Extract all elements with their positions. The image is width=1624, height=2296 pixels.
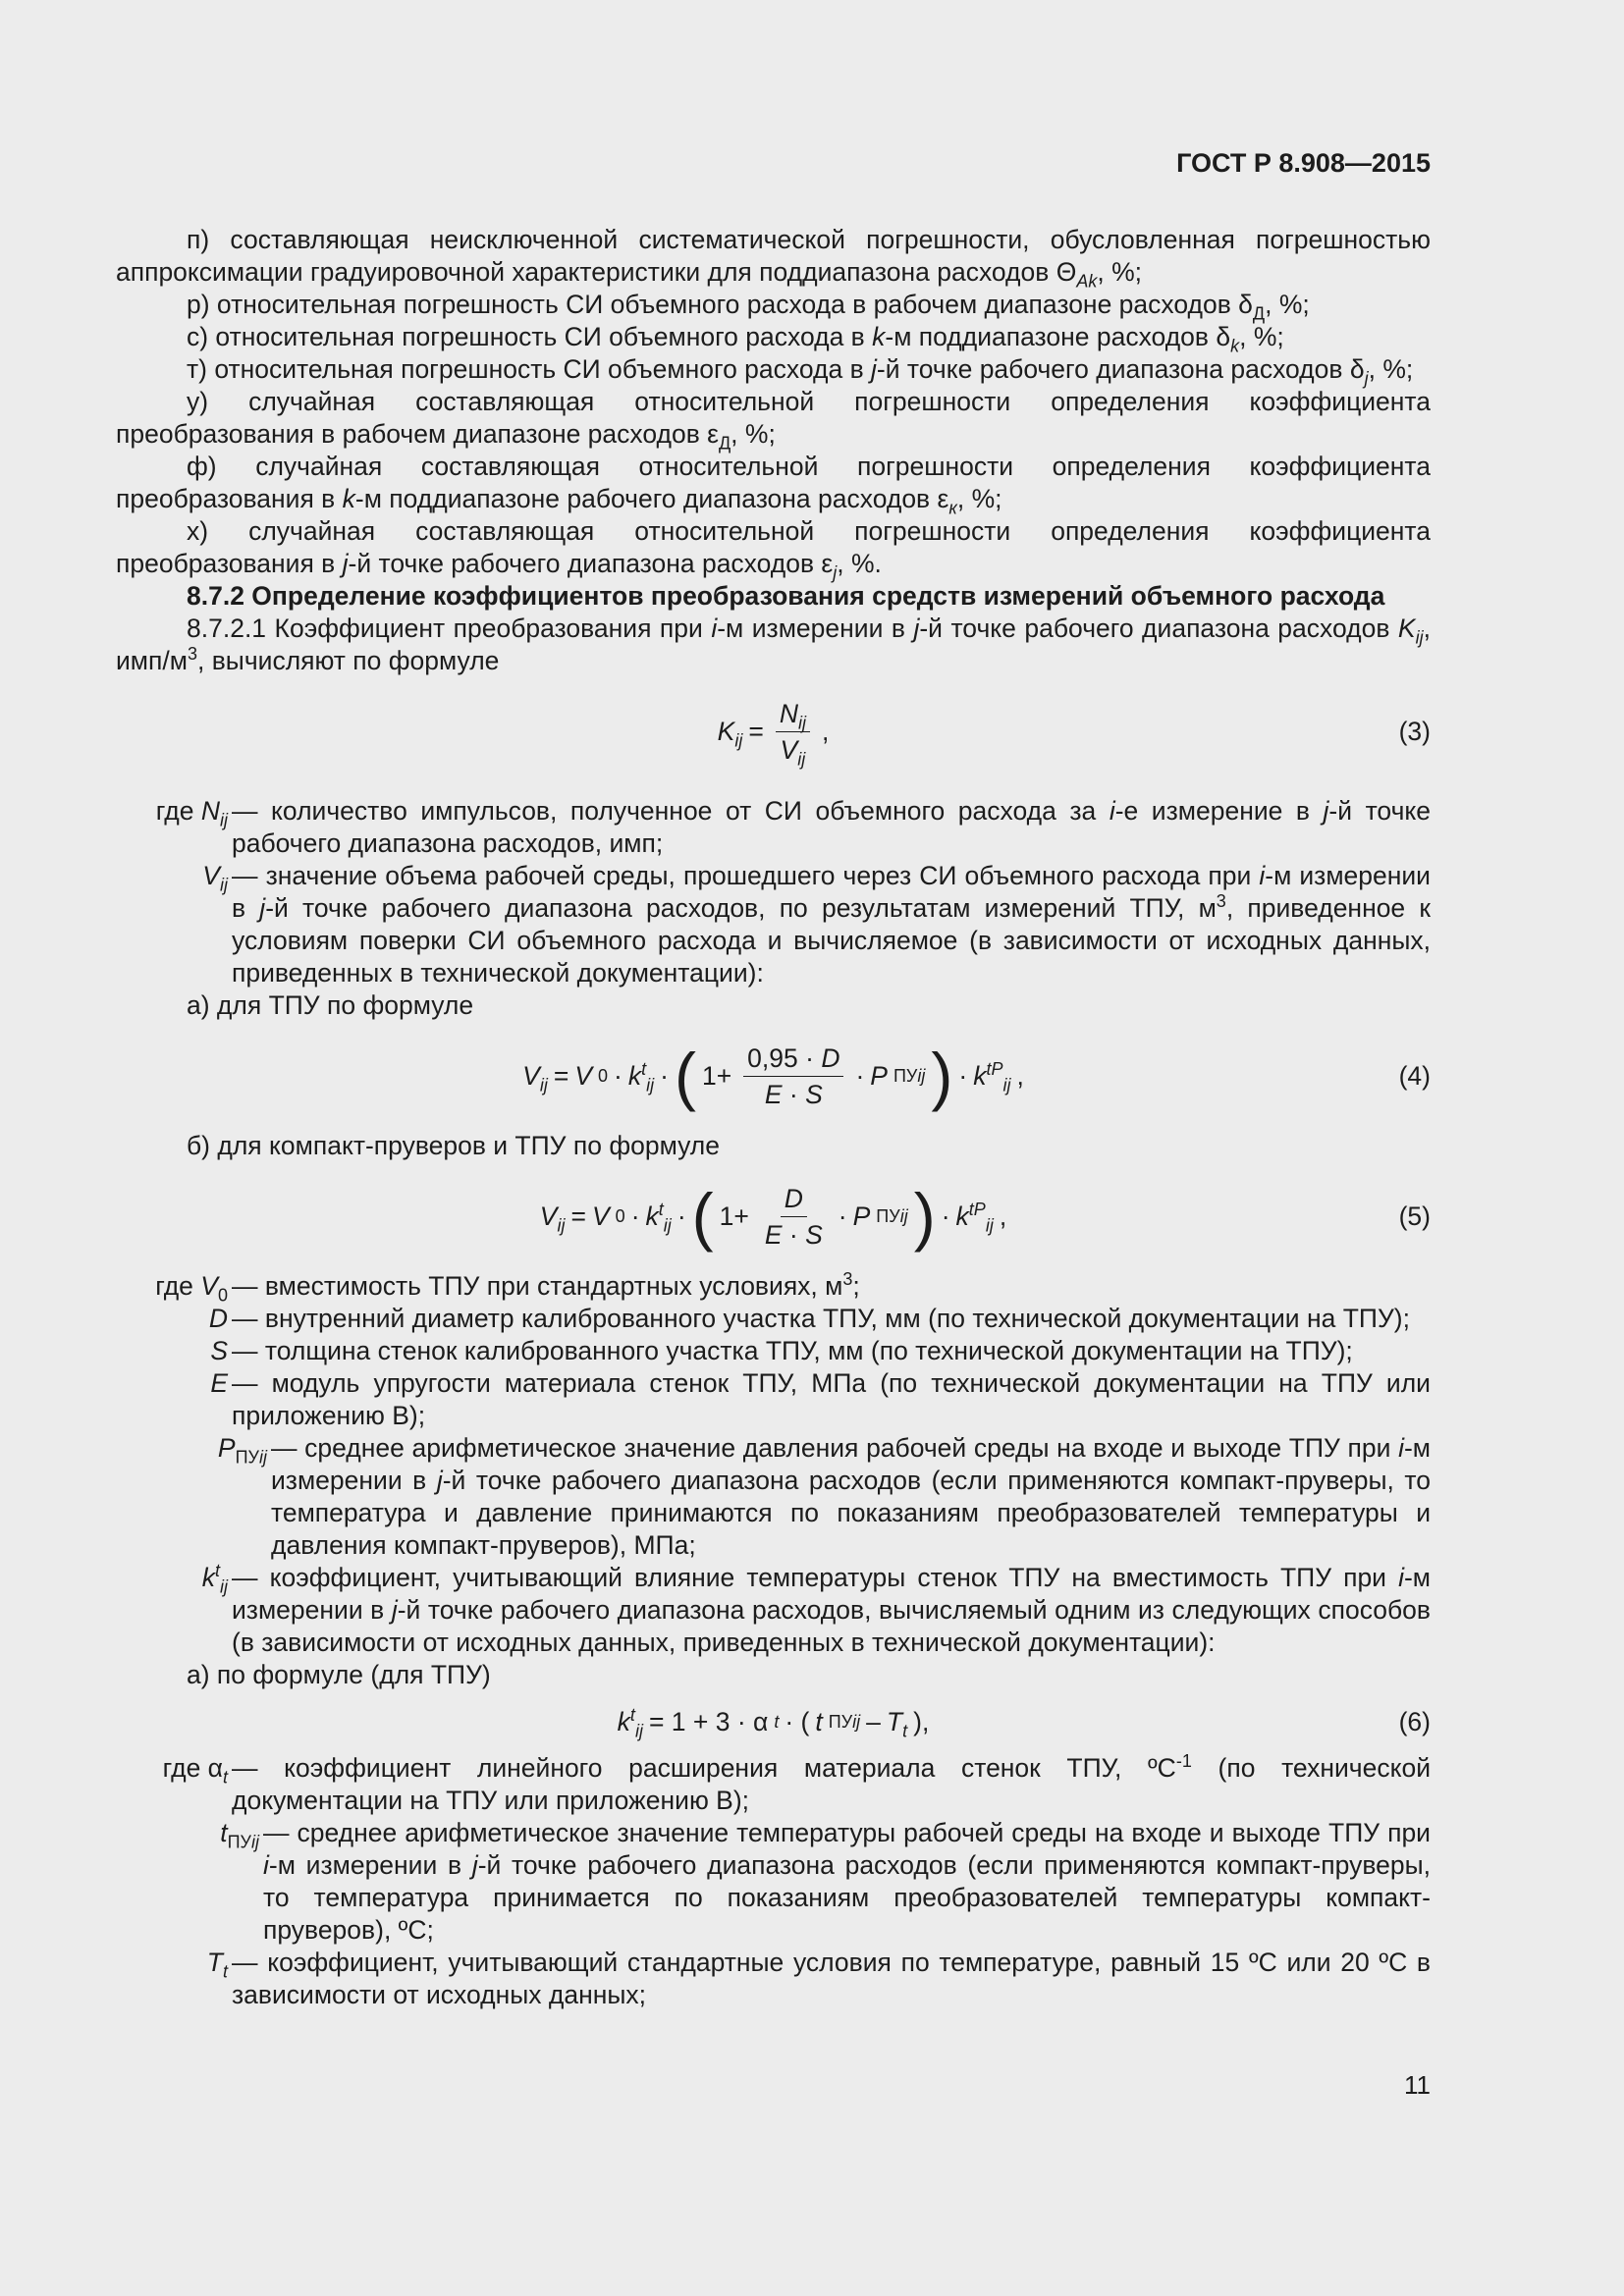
definition-e: E — модуль упругости материала стенок ТПУ, МПа (по технической документации на ТПУ или приложению В); — [210, 1368, 1431, 1430]
definition-alpha: где $\alpha_t$ — коэффициент линейного расширения материала стенок ТПУ, ºС$^{-1}$ (по технической документации на ТПУ или приложению В); — [162, 1751, 1432, 1815]
formula-4: $V_{ij}$ = V 0 · $k^t_{ij}$ · ( 1+ $\frac{0,95 \cdot D}{E \cdot S}$ · P ПУij ) · $k^{tP}_{ij}$ , (4) — [522, 1040, 1431, 1112]
formula-3: $K_{ij}$ = $\frac{N_{ij}}{V_{ij}}$ , (3) — [116, 677, 1431, 785]
item-b-compact: б) для компакт-пруверов и ТПУ по формуле — [187, 1131, 720, 1160]
definition-v0: где $V_0$ — вместимость ТПУ при стандартных условиях, $м^3$; — [155, 1269, 860, 1306]
definition-kt: $k^t_{ij}$ — коэффициент, учитывающий влияние температуры стенок ТПУ на вместимость ТПУ при i-м измерении в j-й точке рабочего диапазона расходов, вычисляемый одним из следующих способов (в зависимости от исходных данных, приведенных в технической документации): — [201, 1561, 1431, 1657]
page-number: 11 — [1404, 2070, 1431, 2100]
list-item-u: у) случайная составляющая относительной погрешности определения коэффициента преобразования в рабочем диапазоне расходов $\varepsilon_Д$, %; — [116, 387, 1431, 454]
definition-n: где $N_{ij}$ — количество импульсов, полученное от СИ объемного расхода за i-е измерение в j-й точке рабочего диапазона расходов, имп; — [155, 796, 1432, 858]
definition-d: D — внутренний диаметр калиброванного участка ТПУ, мм (по технической документации на ТПУ); — [208, 1304, 1410, 1333]
list-item-p: п) составляющая неисключенной систематической погрешности, обусловленная погрешностью аппроксимации градуировочной характеристики для поддиапазона расходов $\Theta_{Ak}$, %; — [116, 225, 1431, 292]
paragraph-8-7-2-1: 8.7.2.1 Коэффициент преобразования при i-м измерении в j-й точке рабочего диапазона расходов $K_{ij}$, имп/$м^3$, вычисляют по формуле — [116, 614, 1431, 675]
section-heading: 8.7.2 Определение коэффициентов преобразования средств измерений объемного расхода — [187, 581, 1385, 611]
formula-number: (4) — [1398, 1060, 1431, 1091]
formula-5: $V_{ij}$ = V 0 · $k^t_{ij}$ · ( 1+ $\frac{D}{E \cdot S}$ · P ПУij ) · $k^{tP}_{ij}$ , (5) — [539, 1180, 1431, 1253]
list-item-f: ф) случайная составляющая относительной погрешности определения коэффициента преобразования в k-м поддиапазоне рабочего диапазона расходов $\varepsilon_к$, %; — [116, 452, 1431, 518]
definition-p: $P_{ПУij}$ — среднее арифметическое значение давления рабочей среды на входе и выходе ТПУ при i-м измерении в j-й точке рабочего диапазона расходов (если применяются компакт-пруверы, то температура и давление принимаются по показаниям преобразователей температуры и давления компакт-пруверов), МПа; — [217, 1433, 1431, 1560]
definition-s: S — толщина стенок калиброванного участка ТПУ, мм (по технической документации на ТПУ); — [210, 1336, 1353, 1365]
list-item-h: х) случайная составляющая относительной погрешности определения коэффициента преобразования в j-й точке рабочего диапазона расходов $\varepsilon_j$, %. — [116, 516, 1431, 583]
definition-t-pu: $t_{ПУij}$ — среднее арифметическое значение температуры рабочей среды на входе и выходе ТПУ при i-м измерении в j-й точке рабочего диапазона расходов (если применяются компакт-пруверы, то температура принимается по показаниям преобразователей температуры компакт-пруверов), ºС; — [220, 1818, 1431, 1945]
list-item-t: т) относительная погрешность СИ объемного расхода в j-й точке рабочего диапазона расходов $\delta_j$, %; — [187, 354, 1414, 389]
list-item-r: р) относительная погрешность СИ объемного расхода в рабочем диапазоне расходов $\delta_Д$, %; — [187, 290, 1310, 324]
document-id: ГОСТ Р 8.908—2015 — [1176, 148, 1431, 178]
page-content — [116, 224, 1431, 2011]
item-a-formula-tpu: а) по формуле (для ТПУ) — [187, 1660, 491, 1689]
definition-v: $V_{ij}$ — значение объема рабочей среды, прошедшего через СИ объемного расхода при i-м измерении в j-й точке рабочего диапазона расходов, по результатам измерений ТПУ, $м^3$, приведенное к условиям поверки СИ объемного расхода и вычисляемое (в зависимости от исходных данных, приведенных в технической документации): — [202, 861, 1431, 988]
definition-tt: $T_t$ — коэффициент, учитывающий стандартные условия по температуре, равный 15 ºС или 20 ºС в зависимости от исходных данных; — [206, 1948, 1431, 2009]
formula-number: (6) — [1398, 1706, 1431, 1736]
item-a-tpu: а) для ТПУ по формуле — [187, 990, 474, 1020]
formula-number: (5) — [1398, 1201, 1431, 1231]
formula-6: $k^t_{ij}$ = 1 + 3 · α t · ( t ПУij – $T_t$ ), (6) — [617, 1704, 1431, 1740]
formula-number: (3) — [1398, 716, 1431, 746]
list-item-s: с) относительная погрешность СИ объемного расхода в k-м поддиапазоне расходов $\delta_k$, %; — [187, 322, 1284, 356]
